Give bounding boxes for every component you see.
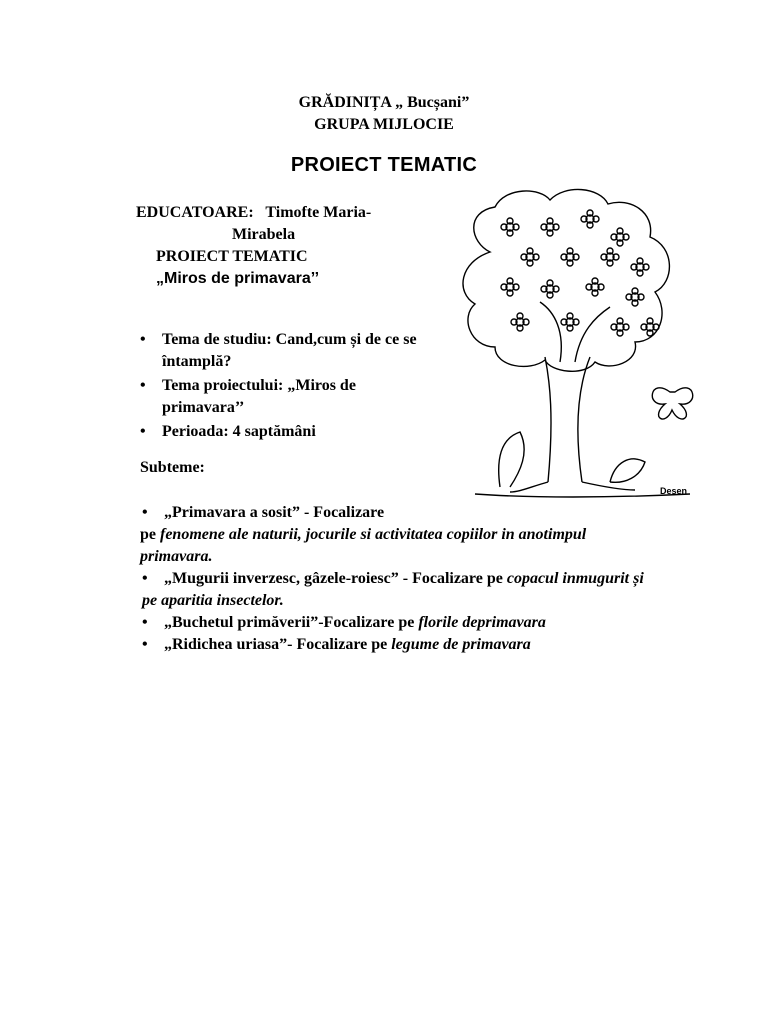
info-study-theme: Tema de studiu: Cand,cum și de ce se întamplă? [162,331,417,370]
watermark: Desen [660,486,688,496]
list-item [140,634,660,656]
subtopic-focus: copacul inmugurit și pe aparitia insectelor. [142,570,644,609]
bullet: • [142,570,148,587]
list-item [140,375,430,419]
bullet: • [140,377,146,394]
subtopic-plain: pe [140,526,160,543]
subtopic-focus: legume de primavara [391,636,531,653]
info-list [140,329,430,445]
bullet: • [142,614,148,631]
project-theme: „Miros de primavara’’ [156,270,320,287]
subtopic-title: „Primavara a sosit” - Focalizare [164,504,385,521]
info-project-theme: Tema proiectului: „Miros de primavara’’ [162,377,356,416]
educator-line [136,202,436,224]
list-item [140,421,430,443]
flowering-tree-icon [450,182,700,504]
bullet: • [142,504,148,521]
list-item [140,612,660,634]
educator-name-part2: Mirabela [232,226,296,243]
subtopic-title: „Mugurii inverzesc, gâzele-roiesc” - Focalizare pe [164,570,507,587]
subtopic-focus: florile deprimavara [418,614,546,631]
group-name: GRUPA MIJLOCIE [314,116,454,133]
bullet: • [140,331,146,348]
kindergarten-name: GRĂDINIȚA „ Bucșani” [298,94,470,111]
subtopic-title: „Buchetul primăverii”-Focalizare pe [164,614,419,631]
educator-label: EDUCATOARE: [136,204,254,221]
project-label: PROIECT TEMATIC [156,248,308,265]
educator-name-part1: Timofte Maria- [265,204,372,221]
list-item [140,329,430,373]
list-item [140,502,660,568]
bullet: • [140,423,146,440]
subtopics-list [140,502,660,656]
subthemes-heading: Subteme: [140,459,205,476]
subtopic-title: „Ridichea uriasa”- Focalizare pe [164,636,392,653]
page-title: PROIECT TEMATIC [290,154,478,176]
bullet: • [142,636,148,653]
info-period: Perioada: 4 saptămâni [162,423,316,440]
subtopic-focus: fenomene ale naturii, jocurile si activitatea copiilor in anotimpul primavara. [140,526,587,565]
list-item [140,568,660,612]
educator-block [136,202,436,290]
